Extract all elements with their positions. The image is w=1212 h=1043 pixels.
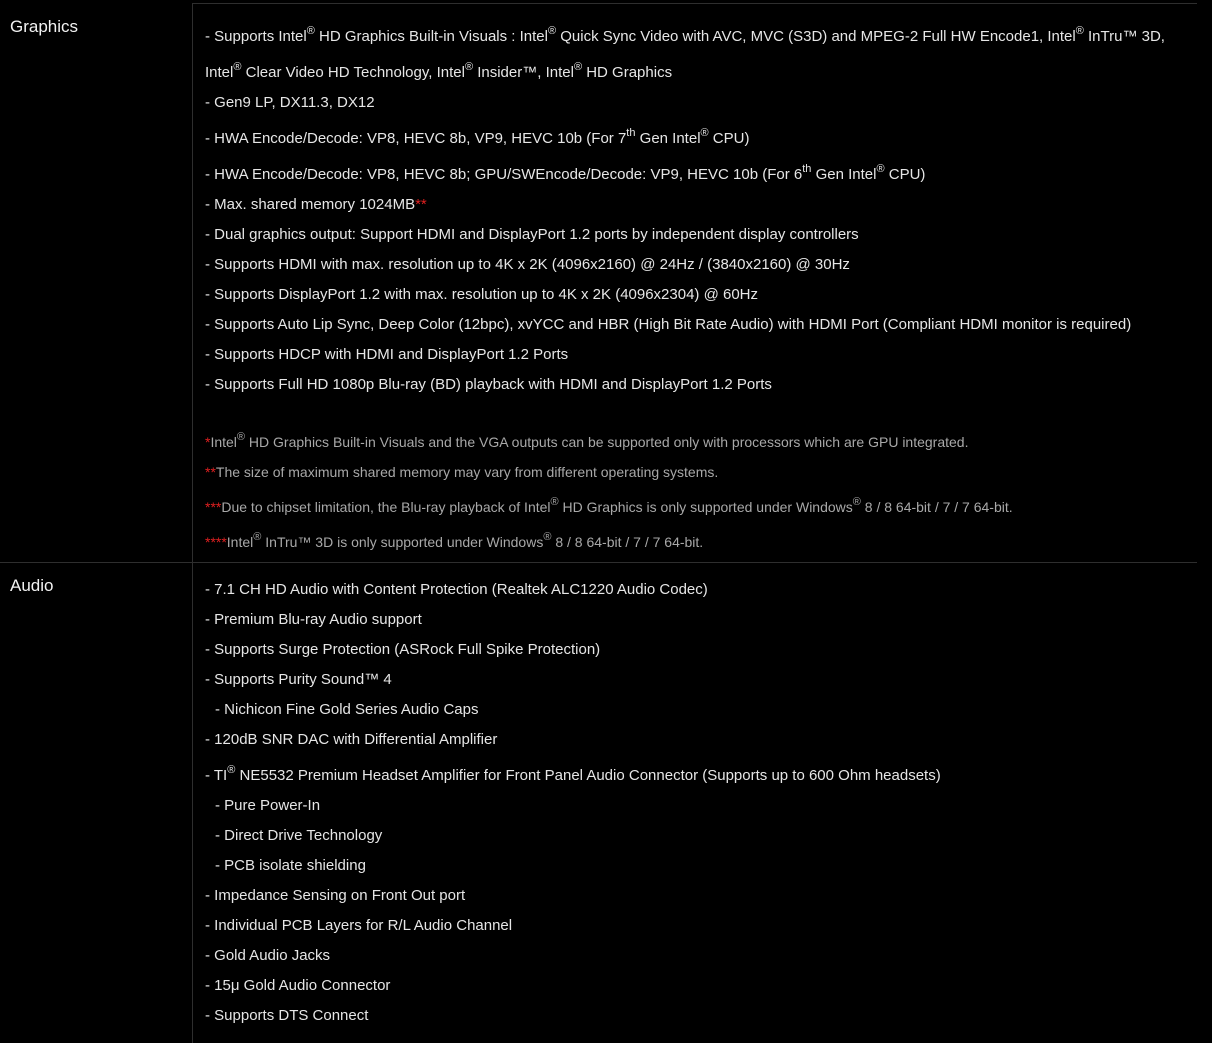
audio-spec-line: - 15μ Gold Audio Connector [205,977,391,994]
graphics-spec-line: - Supports Auto Lip Sync, Deep Color (12bpc), xvYCC and HBR (High Bit Rate Audio) with HDMI Port (Compliant HDMI monitor is required) [205,316,1132,333]
audio-spec-line: - Supports Purity Sound™ 4 [205,671,392,688]
top-divider [192,3,1197,4]
audio-spec-line: - Supports DTS Connect [205,1007,369,1024]
footnote-mark: ** [415,196,427,213]
section-divider [0,562,1197,563]
graphics-spec-line: - HWA Encode/Decode: VP8, HEVC 8b, VP9, HEVC 10b (For 7th Gen Intel® CPU) [205,127,750,147]
graphics-spec-line: - Supports Full HD 1080p Blu-ray (BD) playback with HDMI and DisplayPort 1.2 Ports [205,376,772,393]
graphics-spec-line: Intel® Clear Video HD Technology, Intel® Insider™, Intel® HD Graphics [205,61,673,81]
graphics-spec-line: - Supports HDMI with max. resolution up to 4K x 2K (4096x2160) @ 24Hz / (3840x2160) @ 30Hz [205,256,850,273]
graphics-spec-line: - Max. shared memory 1024MB** [205,196,427,213]
graphics-spec-line: - Supports HDCP with HDMI and DisplayPort 1.2 Ports [205,346,569,363]
graphics-label: Graphics [10,17,79,36]
audio-spec-subline: - Direct Drive Technology [215,827,383,844]
audio-spec-line: - 7.1 CH HD Audio with Content Protection (Realtek ALC1220 Audio Codec) [205,581,708,598]
graphics-footnote: *Intel® HD Graphics Built-in Visuals and the VGA outputs can be supported only with processors which are GPU integrated. [205,431,969,450]
audio-spec-subline: - PCB isolate shielding [215,857,366,874]
graphics-spec-line: - HWA Encode/Decode: VP8, HEVC 8b; GPU/SWEncode/Decode: VP9, HEVC 10b (For 6th Gen Intel® CPU) [205,163,926,183]
audio-label: Audio [10,576,54,595]
column-divider [192,3,193,1043]
graphics-footnote: ****Intel® InTru™ 3D is only supported under Windows® 8 / 8 64-bit / 7 / 7 64-bit. [205,531,704,550]
audio-spec-line: - Individual PCB Layers for R/L Audio Channel [205,917,513,934]
graphics-spec-line: - Dual graphics output: Support HDMI and DisplayPort 1.2 ports by independent display controllers [205,226,859,243]
audio-spec-line: - TI® NE5532 Premium Headset Amplifier for Front Panel Audio Connector (Supports up to 600 Ohm headsets) [205,764,941,784]
audio-spec-line: - Impedance Sensing on Front Out port [205,887,466,904]
audio-spec-subline: - Nichicon Fine Gold Series Audio Caps [215,701,479,718]
audio-spec-line: - Gold Audio Jacks [205,947,331,964]
graphics-footnote: **The size of maximum shared memory may vary from different operating systems. [205,464,719,480]
graphics-spec-line: - Supports DisplayPort 1.2 with max. resolution up to 4K x 2K (4096x2304) @ 60Hz [205,286,759,303]
graphics-spec-line: - Gen9 LP, DX11.3, DX12 [205,94,375,111]
graphics-spec-line: - Supports Intel® HD Graphics Built-in Visuals : Intel® Quick Sync Video with AVC, MVC (S3D) and MPEG-2 Full HW Encode1, Intel® InTru™ 3D, [205,25,1165,45]
audio-spec-line: - Premium Blu-ray Audio support [205,611,422,628]
graphics-footnote: ***Due to chipset limitation, the Blu-ray playback of Intel® HD Graphics is only supported under Windows® 8 / 8 64-bit / 7 / 7 64-bit. [205,496,1013,515]
audio-spec-line: - Supports Surge Protection (ASRock Full Spike Protection) [205,641,601,658]
audio-spec-line: - 120dB SNR DAC with Differential Amplifier [205,731,498,748]
audio-spec-subline: - Pure Power-In [215,797,321,814]
